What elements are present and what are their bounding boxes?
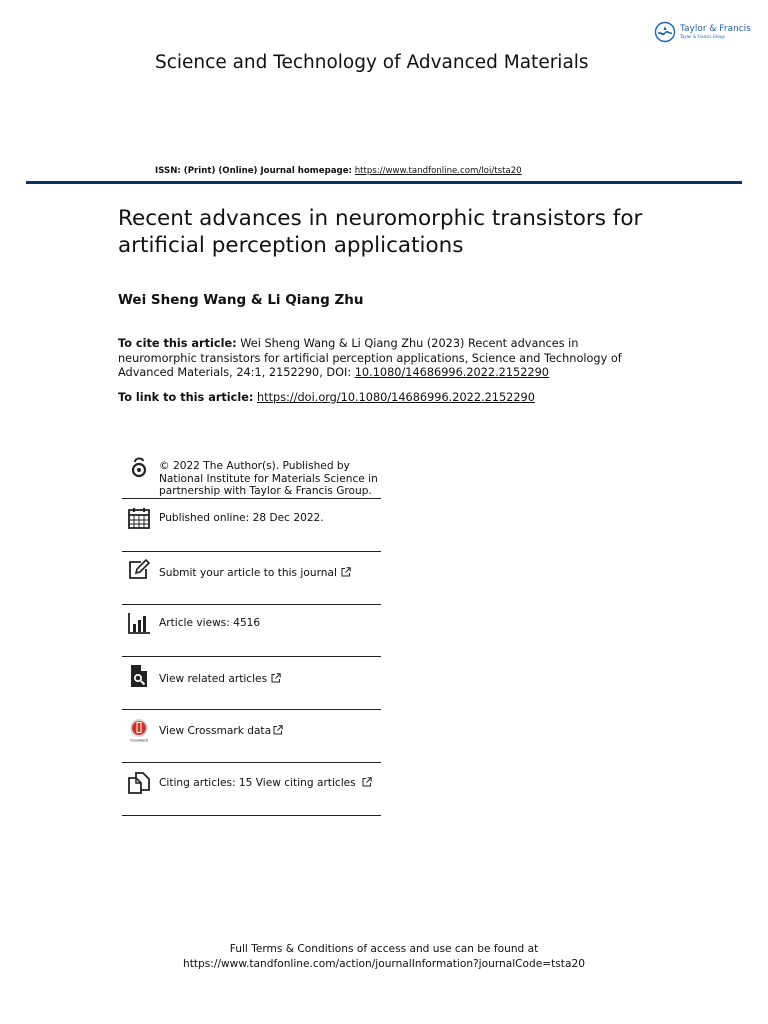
publisher-logo[interactable] [654, 21, 751, 43]
crossmark-icon [127, 718, 151, 742]
published-online-text: Published online: 28 Dec 2022. [159, 512, 324, 524]
article-link-line [118, 391, 535, 404]
article-title: Recent advances in neuromorphic transistors for artificial perception applications [118, 206, 643, 258]
article-authors: Wei Sheng Wang & Li Qiang Zhu [118, 292, 364, 308]
citing-articles-text: Citing articles: 15 View citing articles [159, 777, 356, 789]
citation-block [118, 337, 658, 381]
open-access-icon [127, 455, 151, 479]
related-articles-row[interactable] [122, 657, 381, 710]
submit-article-text: Submit your article to this journal [159, 567, 337, 579]
crossmark-link[interactable] [159, 725, 387, 738]
publisher-group: Taylor & Francis Group [680, 34, 725, 39]
related-articles-link[interactable] [159, 673, 387, 686]
article-doi-url[interactable]: https://doi.org/10.1080/14686996.2022.2152290 [257, 391, 535, 404]
publisher-logo-icon [654, 21, 676, 43]
header-rule [26, 181, 742, 184]
article-link-label: To link to this article: [118, 391, 254, 404]
footer [0, 942, 768, 972]
journal-homepage-link[interactable]: https://www.tandfonline.com/loi/tsta20 [354, 166, 522, 176]
related-articles-text: View related articles [159, 673, 268, 685]
footer-terms-url[interactable]: https://www.tandfonline.com/action/journalInformation?journalCode=tsta20 [183, 958, 585, 970]
calendar-icon [127, 506, 151, 530]
svg-text:CrossMark: CrossMark [130, 738, 148, 742]
published-online-row [122, 499, 381, 552]
citing-articles-icon [127, 770, 151, 794]
citation-text: Wei Sheng Wang & Li Qiang Zhu (2023) Recent advances in neuromorphic transistors for artificial perception applications, Science and Technology of Advanced Materials, 24:1, 2152290, DOI: [118, 337, 622, 379]
article-views-text: Article views: 4516 [159, 617, 261, 629]
license-text: © 2022 The Author(s). Published by National Institute for Materials Science in partnership with Taylor & Francis Group. [159, 460, 378, 497]
submit-article-row[interactable] [122, 552, 381, 605]
open-access-row[interactable] [122, 452, 381, 499]
journal-title: Science and Technology of Advanced Materials [155, 52, 589, 73]
search-document-icon [127, 664, 151, 688]
issn-label: ISSN: (Print) (Online) Journal homepage: [155, 166, 352, 176]
citation-doi-link[interactable]: 10.1080/14686996.2022.2152290 [354, 366, 549, 379]
citing-articles-row[interactable] [122, 763, 381, 816]
issn-line [155, 166, 522, 176]
footer-terms-text: Full Terms & Conditions of access and use can be found at [229, 943, 539, 955]
citation-label: To cite this article: [118, 337, 237, 350]
article-views-row [122, 605, 381, 657]
citing-articles-link[interactable] [159, 777, 387, 790]
publisher-name: Taylor & Francis [680, 24, 751, 34]
external-link-icon [271, 673, 281, 683]
external-link-icon [273, 725, 283, 735]
edit-icon [127, 558, 151, 582]
external-link-icon [362, 777, 372, 787]
external-link-icon [341, 567, 351, 577]
submit-article-link[interactable] [159, 567, 387, 580]
crossmark-row[interactable] [122, 710, 381, 763]
bar-chart-icon [127, 611, 151, 635]
crossmark-text: View Crossmark data [159, 725, 272, 737]
